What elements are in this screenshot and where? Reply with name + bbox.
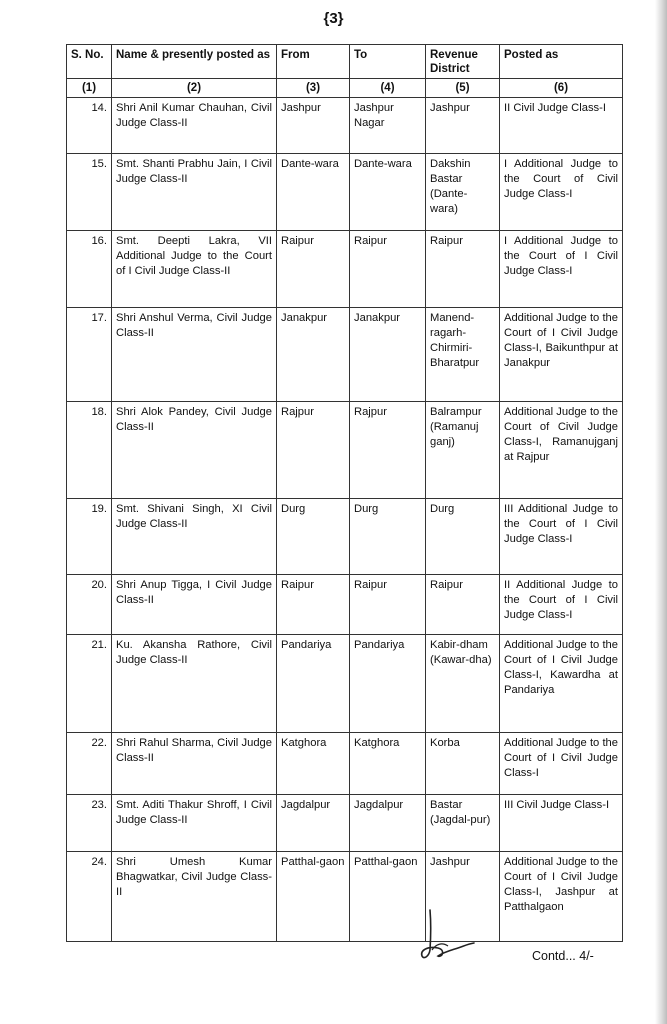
row-from: Raipur	[277, 231, 350, 308]
table-row	[67, 852, 623, 942]
signature-icon	[412, 900, 492, 970]
header-to: To	[350, 45, 426, 79]
row-district: Bastar (Jagdal-pur)	[426, 795, 500, 852]
header-district: Revenue District	[426, 45, 500, 79]
row-serial-number: 18.	[67, 402, 112, 499]
row-district: Dakshin Bastar (Dante-wara)	[426, 154, 500, 231]
row-serial-number: 24.	[67, 852, 112, 942]
transfer-orders-table	[66, 44, 623, 942]
header-posted: Posted as	[500, 45, 623, 79]
row-to: Pandariya	[350, 635, 426, 733]
row-posted-as: Additional Judge to the Court of I Civil Judge Class-I, Jashpur at Patthalgaon	[500, 852, 623, 942]
column-number: (5)	[426, 79, 500, 98]
column-number: (2)	[112, 79, 277, 98]
row-to: Jagdalpur	[350, 795, 426, 852]
row-posted-as: II Additional Judge to the Court of I Civil Judge Class-I	[500, 575, 623, 635]
row-name: Smt. Deepti Lakra, VII Additional Judge to the Court of I Civil Judge Class-II	[112, 231, 277, 308]
row-district: Jashpur	[426, 98, 500, 154]
header-name: Name & presently posted as	[112, 45, 277, 79]
row-posted-as: Additional Judge to the Court of I Civil Judge Class-I, Kawardha at Pandariya	[500, 635, 623, 733]
row-from: Pandariya	[277, 635, 350, 733]
row-district: Kabir-dham (Kawar-dha)	[426, 635, 500, 733]
row-posted-as: I Additional Judge to the Court of Civil Judge Class-I	[500, 154, 623, 231]
table-row	[67, 733, 623, 795]
table-row	[67, 231, 623, 308]
row-posted-as: I Additional Judge to the Court of I Civil Judge Class-I	[500, 231, 623, 308]
row-posted-as: Additional Judge to the Court of Civil Judge Class-I, Ramanujganj at Rajpur	[500, 402, 623, 499]
row-name: Smt. Aditi Thakur Shroff, I Civil Judge Class-II	[112, 795, 277, 852]
continued-note: Contd... 4/-	[532, 949, 594, 963]
table-row	[67, 154, 623, 231]
column-number: (3)	[277, 79, 350, 98]
row-from: Raipur	[277, 575, 350, 635]
column-number-row	[67, 79, 623, 98]
row-to: Rajpur	[350, 402, 426, 499]
row-district: Durg	[426, 499, 500, 575]
row-serial-number: 20.	[67, 575, 112, 635]
row-to: Katghora	[350, 733, 426, 795]
table-row	[67, 635, 623, 733]
row-district: Korba	[426, 733, 500, 795]
row-serial-number: 19.	[67, 499, 112, 575]
row-name: Shri Anshul Verma, Civil Judge Class-II	[112, 308, 277, 402]
row-name: Smt. Shivani Singh, XI Civil Judge Class-II	[112, 499, 277, 575]
table-row	[67, 575, 623, 635]
header-sno: S. No.	[67, 45, 112, 79]
table-row	[67, 98, 623, 154]
table-row	[67, 402, 623, 499]
row-serial-number: 23.	[67, 795, 112, 852]
page-number: {3}	[323, 10, 344, 27]
row-name: Smt. Shanti Prabhu Jain, I Civil Judge Class-II	[112, 154, 277, 231]
row-serial-number: 16.	[67, 231, 112, 308]
row-to: Janakpur	[350, 308, 426, 402]
row-to: Durg	[350, 499, 426, 575]
row-serial-number: 22.	[67, 733, 112, 795]
table-row	[67, 308, 623, 402]
column-number: (6)	[500, 79, 623, 98]
row-name: Shri Rahul Sharma, Civil Judge Class-II	[112, 733, 277, 795]
page-edge-shadow	[655, 0, 667, 1024]
table-header-row	[67, 45, 623, 79]
row-posted-as: II Civil Judge Class-I	[500, 98, 623, 154]
row-posted-as: Additional Judge to the Court of I Civil Judge Class-I	[500, 733, 623, 795]
table-row	[67, 499, 623, 575]
row-name: Shri Umesh Kumar Bhagwatkar, Civil Judge Class-II	[112, 852, 277, 942]
row-to: Raipur	[350, 231, 426, 308]
row-from: Patthal-gaon	[277, 852, 350, 942]
row-from: Janakpur	[277, 308, 350, 402]
header-from: From	[277, 45, 350, 79]
row-to: Dante-wara	[350, 154, 426, 231]
table-row	[67, 795, 623, 852]
row-serial-number: 14.	[67, 98, 112, 154]
row-posted-as: Additional Judge to the Court of I Civil Judge Class-I, Baikunthpur at Janakpur	[500, 308, 623, 402]
row-name: Shri Alok Pandey, Civil Judge Class-II	[112, 402, 277, 499]
column-number: (4)	[350, 79, 426, 98]
row-from: Durg	[277, 499, 350, 575]
row-from: Dante-wara	[277, 154, 350, 231]
row-to: Raipur	[350, 575, 426, 635]
row-district: Jashpur	[426, 852, 500, 942]
row-district: Balrampur (Ramanuj ganj)	[426, 402, 500, 499]
row-from: Rajpur	[277, 402, 350, 499]
row-name: Shri Anil Kumar Chauhan, Civil Judge Class-II	[112, 98, 277, 154]
row-from: Jashpur	[277, 98, 350, 154]
row-serial-number: 21.	[67, 635, 112, 733]
row-district: Manend-ragarh-Chirmiri-Bharatpur	[426, 308, 500, 402]
row-from: Jagdalpur	[277, 795, 350, 852]
column-number: (1)	[67, 79, 112, 98]
row-posted-as: III Civil Judge Class-I	[500, 795, 623, 852]
row-serial-number: 17.	[67, 308, 112, 402]
row-district: Raipur	[426, 231, 500, 308]
row-name: Ku. Akansha Rathore, Civil Judge Class-II	[112, 635, 277, 733]
row-name: Shri Anup Tigga, I Civil Judge Class-II	[112, 575, 277, 635]
row-to: Jashpur Nagar	[350, 98, 426, 154]
row-district: Raipur	[426, 575, 500, 635]
row-to: Patthal-gaon	[350, 852, 426, 942]
row-posted-as: III Additional Judge to the Court of I Civil Judge Class-I	[500, 499, 623, 575]
row-serial-number: 15.	[67, 154, 112, 231]
row-from: Katghora	[277, 733, 350, 795]
